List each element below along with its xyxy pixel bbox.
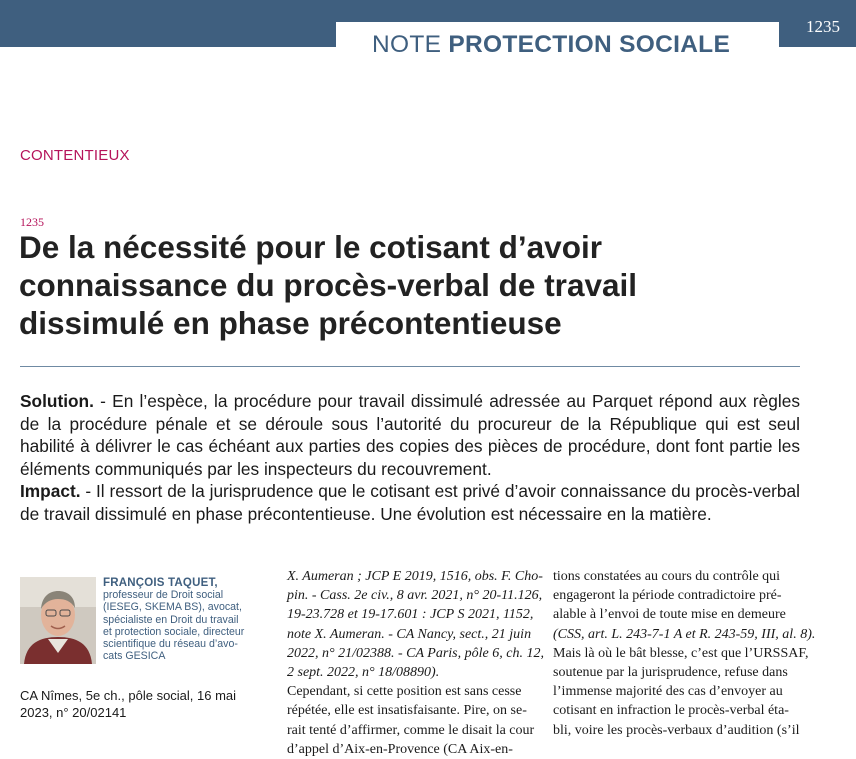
page-number: 1235 <box>806 17 840 36</box>
section-title-light: NOTE <box>372 31 442 58</box>
rubric-label: CONTENTIEUX <box>20 147 130 164</box>
article-number: 1235 <box>20 215 44 229</box>
body-line: engageront la période contradictoire pré- <box>553 588 782 604</box>
section-title <box>372 31 730 59</box>
author-bio-line: et protection sociale, directeur <box>103 625 245 638</box>
author-bio-line: scientifique du réseau d’avo- <box>103 638 238 651</box>
citation-line: (CSS, art. L. 243-7-1 A et R. 243-59, III, al. 8). <box>553 626 816 642</box>
solution-text: - En l’espèce, la procédure pour travail dissimulé adressée au Parquet répond aux règles de la procédure pénale et se déroule sous l’autorité du procureur de la République qui est seul habilité à délivrer le cas échéant aux parties des copies des pièces de procédure, dont font partie les éléments communiqués par les inspecteurs du recouvrement. <box>20 391 800 479</box>
body-line: répétée, elle est insatisfaisante. Pire, on se- <box>287 703 527 719</box>
citation-line: 2 sept. 2022, n° 18/08890). <box>287 665 440 681</box>
body-line: rait tenté d’affirmer, comme le disait la cour <box>287 722 535 738</box>
solution-paragraph <box>20 390 800 480</box>
author-info <box>103 577 263 662</box>
body-line: alable à l’envoi de toute mise en demeure <box>553 607 786 623</box>
citation-line: 2022, n° 21/02388. - CA Paris, pôle 6, ch. 12, <box>287 645 544 661</box>
author-name: FRANÇOIS TAQUET, <box>103 577 218 589</box>
body-line: tions constatées au cours du contrôle qui <box>553 569 781 584</box>
citation-line: note X. Aumeran. - CA Nancy, sect., 21 juin <box>287 626 532 642</box>
body-line: bli, voire les procès-verbaux d’audition (s’il <box>553 722 800 738</box>
title-divider <box>20 366 800 367</box>
text-column-2 <box>287 567 544 759</box>
citation-line: X. Aumeran ; JCP E 2019, 1516, obs. F. Cho- <box>287 569 543 584</box>
impact-label: Impact. <box>20 481 81 501</box>
title-line: connaissance du procès-verbal de travail <box>19 267 638 303</box>
body-line: cotisant en infraction le procès-verbal éta- <box>553 703 789 719</box>
author-bio-line: cats GESICA <box>103 650 166 663</box>
solution-label: Solution. <box>20 391 94 411</box>
body-line: soutenue par la jurisprudence, refuse dans <box>553 665 788 681</box>
text-column-3 <box>553 567 815 740</box>
citation-line: pin. - Cass. 2e civ., 8 avr. 2021, n° 20-11.126, <box>287 588 543 604</box>
body-line: Cependant, si cette position est sans cesse <box>287 684 522 700</box>
impact-paragraph <box>20 480 800 525</box>
article-title <box>19 228 809 342</box>
body-line: l’immense majorité des cas d’envoyer au <box>553 684 783 700</box>
body-line: d’appel d’Aix-en-Provence (CA Aix-en- <box>287 741 513 757</box>
section-title-bold: PROTECTION SOCIALE <box>448 31 731 58</box>
author-bio-line: spécialiste en Droit du travail <box>103 613 239 626</box>
title-line: dissimulé en phase précontentieuse <box>19 305 562 341</box>
author-bio-line: professeur de Droit social <box>103 589 224 602</box>
decision-reference: CA Nîmes, 5e ch., pôle social, 16 mai 2023, n° 20/02141 <box>20 688 237 720</box>
title-line: De la nécessité pour le cotisant d’avoir <box>19 229 602 265</box>
body-line: Mais là où le bât blesse, c’est que l’URSSAF, <box>553 645 809 661</box>
author-photo <box>20 577 96 664</box>
impact-text: - Il ressort de la jurisprudence que le cotisant est privé d’avoir connaissance du procès-verbal de travail dissimulé en phase précontentieuse. Une évolution est nécessaire en la matière. <box>20 481 800 524</box>
author-bio-line: (IESEG, SKEMA BS), avocat, <box>103 601 242 614</box>
citation-line: 19-23.728 et 19-17.601 : JCP S 2021, 1152, <box>287 607 534 623</box>
abstract <box>20 390 800 525</box>
